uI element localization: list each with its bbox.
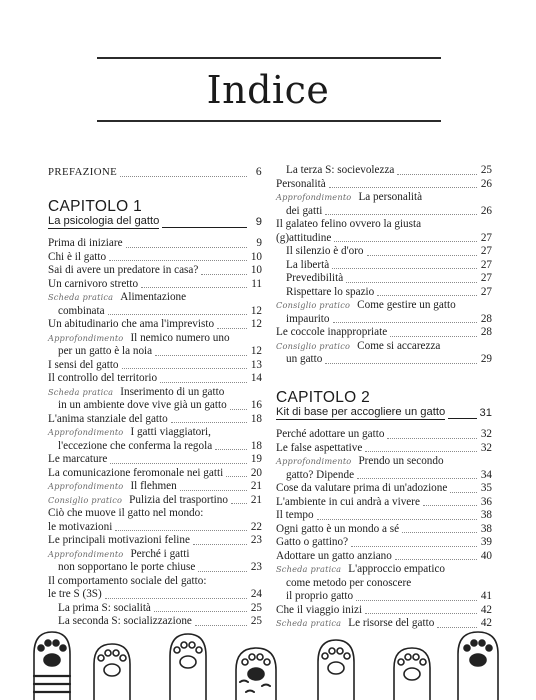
entry-text — [48, 480, 177, 494]
entry-title-continued: non sopportano le porte chiuse — [58, 561, 196, 573]
dot-leader — [171, 422, 247, 423]
dot-leader — [325, 214, 477, 215]
page-number: 6 — [255, 166, 262, 178]
entry-title-continued: come metodo per conoscere — [286, 576, 412, 589]
page-number: 12 — [250, 318, 262, 330]
toc-entry — [48, 480, 262, 494]
entry-title-continued: le motivazioni — [48, 520, 113, 533]
entry-text — [48, 318, 214, 332]
entry-text — [48, 237, 123, 251]
entry-tag: Approfondimento — [48, 427, 124, 437]
entry-text — [48, 467, 223, 481]
toc-entry — [48, 291, 262, 318]
toc-entry — [276, 191, 492, 218]
page-number: 29 — [480, 353, 492, 365]
cat-paw-icon — [458, 632, 498, 700]
cat-paw-icon — [236, 648, 276, 700]
entry-text — [48, 332, 230, 346]
entry-title-continued: un gatto — [286, 353, 323, 365]
entry-text — [48, 575, 206, 589]
toc-entry — [276, 482, 492, 496]
page-number: 26 — [480, 204, 492, 217]
entry-title: Sai di avere un predatore in casa? — [48, 264, 199, 276]
toc-entry — [276, 326, 492, 340]
entry-title: Gatto o gattino? — [276, 536, 349, 548]
dot-leader — [231, 503, 247, 504]
dot-leader — [325, 363, 477, 364]
toc-entry — [48, 264, 262, 278]
cat-paws-illustration — [0, 620, 536, 700]
page-number: 28 — [480, 326, 492, 338]
entry-title-continued: il proprio gatto — [286, 590, 354, 602]
dot-leader — [334, 241, 477, 242]
page-number: 42 — [480, 603, 492, 616]
toc-entry — [48, 467, 262, 481]
dot-leader — [109, 260, 247, 261]
page-number: 11 — [251, 277, 262, 290]
entry-text — [58, 602, 151, 616]
entry-title: La personalità — [358, 191, 423, 203]
entry-title: Prima di iniziare — [48, 237, 123, 249]
toc-entry — [276, 509, 492, 523]
dot-leader — [377, 295, 477, 296]
toc-entry — [276, 442, 492, 456]
entry-title: Le marcature — [48, 453, 108, 465]
entry-text — [276, 482, 447, 496]
page-number: 25 — [250, 601, 262, 614]
toc-entry — [276, 218, 492, 245]
entry-text — [276, 326, 387, 340]
entry-text — [276, 536, 348, 550]
entry-tag: Consiglio pratico — [276, 300, 351, 310]
entry-text — [48, 426, 211, 440]
toc-spacer — [276, 420, 492, 428]
toc-entry — [48, 575, 262, 602]
dot-leader — [365, 613, 477, 614]
entry-title-continued: combinata — [58, 304, 105, 317]
toc-entry — [48, 318, 262, 332]
page-number: 10 — [250, 264, 262, 276]
entry-text — [48, 507, 203, 521]
cat-paw-icon — [34, 632, 70, 700]
toc-entry — [48, 332, 262, 359]
entry-text — [48, 264, 198, 278]
entry-text — [48, 372, 157, 386]
dot-leader — [387, 438, 477, 439]
entry-title: Le coccole inappropriate — [276, 326, 388, 338]
entry-title: Cose da valutare prima di un'adozione — [276, 482, 448, 494]
dot-leader — [155, 355, 247, 356]
page-number: 40 — [480, 549, 492, 562]
page-number: 39 — [480, 536, 492, 548]
page-number: 27 — [480, 272, 492, 284]
entry-title: Pulizia del trasportino — [129, 493, 228, 506]
dot-leader — [367, 255, 477, 256]
dot-leader — [395, 559, 477, 560]
entry-text — [276, 496, 420, 510]
page-number: 20 — [250, 466, 262, 479]
toc-entry — [48, 251, 262, 265]
entry-text — [276, 550, 392, 564]
dot-leader — [346, 282, 477, 283]
toc-entry — [48, 278, 262, 292]
toc-entry — [276, 340, 492, 367]
entry-title: Le principali motivazioni feline — [48, 534, 190, 546]
toc-entry — [276, 259, 492, 273]
page-number: 38 — [480, 509, 492, 521]
entry-text — [276, 406, 445, 421]
entry-title: La terza S: socievolezza — [286, 164, 395, 176]
dot-leader — [390, 336, 477, 337]
page-number: 25 — [250, 615, 262, 627]
entry-title: I gatti viaggiatori, — [130, 426, 211, 438]
entry-title: Chi è il gatto — [48, 250, 107, 263]
dot-leader — [108, 314, 247, 315]
toc-entry — [276, 550, 492, 564]
page-number: 26 — [480, 177, 492, 190]
entry-text — [276, 428, 384, 442]
entry-text — [48, 453, 107, 467]
entry-title: L'approccio empatico — [348, 563, 446, 575]
page-number: 9 — [256, 237, 262, 249]
page-number: 32 — [480, 428, 492, 440]
entry-text — [48, 359, 119, 373]
entry-title: Perché i gatti — [130, 547, 190, 560]
toc-entry — [48, 507, 262, 534]
dot-leader — [217, 328, 247, 329]
entry-title: La prima S: socialità — [58, 601, 151, 614]
toc-right-column — [276, 164, 492, 631]
entry-title: Inserimento di un gatto — [120, 385, 225, 398]
page-number: 38 — [480, 522, 492, 535]
entry-text — [286, 245, 364, 259]
page-number: 18 — [250, 412, 262, 425]
entry-text — [276, 299, 456, 313]
toc-entry — [48, 413, 262, 427]
toc-entry — [276, 164, 492, 178]
toc-left-column — [48, 164, 262, 629]
entry-tag: Scheda pratica — [48, 386, 114, 397]
page-number: 13 — [250, 358, 262, 371]
entry-title: La comunicazione feromonale nei gatti — [48, 466, 224, 479]
toc-entry — [276, 536, 492, 550]
dot-leader — [329, 187, 477, 188]
entry-title: Ogni gatto è un mondo a sé — [276, 522, 400, 535]
dot-leader — [154, 611, 247, 612]
entry-title: La seconda S: socializzazione — [58, 615, 192, 627]
entry-text — [276, 455, 444, 469]
entry-title: Prendo un secondo — [358, 455, 444, 467]
toc-entry — [276, 428, 492, 442]
entry-tag: Scheda pratica — [276, 618, 342, 628]
entry-title: Adottare un gatto anziano — [276, 549, 392, 562]
entry-title: Come gestire un gatto — [357, 299, 456, 311]
entry-text — [276, 191, 422, 205]
entry-title-continued: in un ambiente dove vive già un gatto — [58, 399, 227, 411]
dot-leader — [351, 546, 477, 547]
entry-title: La psicologia del gatto — [48, 214, 160, 227]
page-number: 21 — [250, 493, 262, 506]
dot-leader — [230, 409, 247, 410]
entry-text — [48, 413, 168, 427]
entry-title: L'anima stanziale del gatto — [48, 412, 168, 425]
chapter-title-entry — [276, 406, 492, 421]
entry-title: Che il viaggio inizi — [276, 603, 363, 616]
entry-text — [276, 604, 362, 618]
dot-leader — [397, 174, 477, 175]
entry-text — [48, 278, 138, 292]
title-bottom-rule — [97, 120, 441, 122]
dot-leader — [215, 449, 247, 450]
toc-entry — [48, 494, 262, 508]
entry-tag: Approfondimento — [276, 456, 352, 466]
entry-text — [48, 534, 190, 548]
entry-text — [276, 509, 314, 523]
entry-text — [276, 442, 362, 456]
page-number: 25 — [480, 164, 492, 176]
page-number: 27 — [480, 231, 492, 244]
toc-entry — [48, 453, 262, 467]
entry-text — [276, 340, 440, 354]
toc-entry — [48, 237, 262, 251]
toc-entry — [276, 178, 492, 192]
entry-text — [276, 178, 326, 192]
preface-entry — [48, 166, 262, 180]
page-number: 27 — [480, 245, 492, 257]
dot-leader — [201, 274, 247, 275]
entry-title-continued: impaurito — [286, 312, 330, 325]
dot-leader — [226, 476, 247, 477]
entry-title: L'ambiente in cui andrà a vivere — [276, 495, 420, 508]
page-number: 36 — [480, 495, 492, 508]
dot-leader — [450, 492, 477, 493]
toc-entry — [48, 372, 262, 386]
toc-entry — [276, 563, 492, 604]
dot-leader — [356, 600, 477, 601]
entry-tag: Approfondimento — [48, 481, 124, 491]
dot-leader — [357, 478, 477, 479]
dot-leader — [333, 322, 478, 323]
entry-title-continued: le tre S (3S) — [48, 588, 102, 600]
dot-leader — [448, 418, 476, 419]
toc-spacer — [48, 229, 262, 237]
toc-entry — [276, 286, 492, 300]
entry-text — [48, 251, 106, 265]
page-number: 27 — [480, 285, 492, 298]
entry-text — [48, 291, 186, 305]
toc-entry — [276, 496, 492, 510]
entry-tag: Approfondimento — [276, 192, 352, 202]
entry-title: Come si accarezza — [357, 339, 441, 352]
toc-entry — [276, 455, 492, 482]
toc-entry — [48, 548, 262, 575]
toc-entry — [48, 534, 262, 548]
page-number: 10 — [250, 250, 262, 263]
page-number: 28 — [480, 312, 492, 325]
page-number: 9 — [255, 215, 262, 228]
page-title: Indice — [206, 68, 330, 112]
entry-title-continued: per un gatto è la noia — [58, 345, 153, 357]
page-number: 16 — [250, 399, 262, 411]
toc-entry — [48, 386, 262, 413]
entry-title: Il controllo del territorio — [48, 372, 158, 384]
toc-entry — [48, 426, 262, 453]
entry-title: Il silenzio è d'oro — [286, 245, 364, 257]
page-number: 18 — [250, 439, 262, 452]
entry-text — [48, 215, 159, 230]
entry-title-continued: dei gatti — [286, 204, 323, 217]
page-number: 27 — [480, 258, 492, 271]
dot-leader — [365, 451, 477, 452]
entry-title: PREFAZIONE — [48, 166, 118, 178]
page-number: 21 — [250, 480, 262, 492]
entry-title: Personalità — [276, 177, 326, 190]
dot-leader — [402, 532, 477, 533]
dot-leader — [126, 247, 247, 248]
page-number: 23 — [250, 561, 262, 573]
entry-title: Un carnivoro stretto — [48, 277, 139, 290]
page-number: 19 — [250, 453, 262, 465]
title-top-rule — [97, 57, 441, 59]
entry-title: Perché adottare un gatto — [276, 428, 385, 440]
entry-text — [48, 494, 228, 508]
dot-leader — [120, 176, 247, 177]
chapter-heading: CAPITOLO 2 — [276, 388, 371, 406]
entry-tag: Consiglio pratico — [48, 494, 123, 505]
entry-title: Prevedibilità — [286, 272, 344, 284]
toc-entry — [276, 245, 492, 259]
entry-title: Il comportamento sociale del gatto: — [48, 574, 207, 587]
entry-tag: Consiglio pratico — [276, 340, 351, 351]
entry-title: Le false aspettative — [276, 441, 363, 454]
cat-paw-icon — [318, 640, 354, 700]
dot-leader — [162, 227, 247, 228]
entry-tag: Scheda pratica — [48, 292, 114, 302]
dot-leader — [317, 519, 477, 520]
entry-text — [276, 523, 399, 537]
entry-text — [286, 164, 394, 178]
toc-entry — [48, 602, 262, 616]
dot-leader — [122, 368, 247, 369]
entry-title: Alimentazione — [120, 291, 187, 303]
dot-leader — [332, 268, 477, 269]
dot-leader — [141, 287, 247, 288]
page-number: 34 — [480, 468, 492, 481]
chapter-title-entry — [48, 215, 262, 230]
page-number: 41 — [480, 590, 492, 602]
entry-title-continued: (g)attitudine — [276, 231, 332, 244]
toc-entry — [276, 272, 492, 286]
chapter-heading: CAPITOLO 1 — [48, 197, 143, 215]
page-number: 22 — [250, 520, 262, 533]
page-number: 23 — [250, 534, 262, 546]
entry-title: Un abitudinario che ama l'imprevisto — [48, 318, 215, 330]
entry-tag: Approfondimento — [48, 332, 124, 343]
entry-text — [48, 166, 117, 180]
entry-title: I sensi del gatto — [48, 358, 119, 371]
entry-title: Il flehmen — [130, 480, 177, 492]
dot-leader — [198, 571, 247, 572]
page-number: 12 — [250, 304, 262, 317]
page-number: 35 — [480, 482, 492, 494]
page-number: 24 — [250, 588, 262, 600]
entry-title: Le risorse del gatto — [348, 617, 435, 629]
entry-text — [276, 563, 445, 577]
cat-paw-icon — [94, 644, 130, 700]
entry-tag: Approfondimento — [48, 548, 124, 559]
entry-title: Rispettare lo spazio — [286, 285, 375, 298]
dot-leader — [160, 382, 247, 383]
entry-text — [48, 548, 189, 562]
entry-title-continued: gatto? Dipende — [286, 468, 355, 481]
dot-leader — [110, 463, 247, 464]
entry-title: Il nemico numero uno — [130, 331, 230, 344]
toc-entry — [276, 523, 492, 537]
entry-text — [48, 386, 224, 400]
toc-entry — [276, 299, 492, 326]
cat-paw-icon — [170, 634, 206, 700]
entry-title: Il tempo — [276, 509, 314, 521]
dot-leader — [115, 530, 247, 531]
page-number: 12 — [250, 345, 262, 357]
entry-title: Il galateo felino ovvero la giusta — [276, 218, 422, 230]
entry-title: Kit di base per accogliere un gatto — [276, 405, 446, 418]
dot-leader — [193, 544, 247, 545]
entry-text — [276, 218, 421, 232]
entry-tag: Scheda pratica — [276, 564, 342, 574]
page-number: 42 — [480, 617, 492, 629]
dot-leader — [180, 490, 247, 491]
entry-text — [286, 286, 374, 300]
dot-leader — [105, 598, 247, 599]
toc-entry — [276, 604, 492, 618]
page-number: 32 — [480, 441, 492, 454]
cat-paw-icon — [394, 648, 430, 700]
toc-entry — [48, 359, 262, 373]
entry-title: La libertà — [286, 258, 330, 271]
entry-title: Ciò che muove il gatto nel mondo: — [48, 507, 204, 519]
dot-leader — [423, 505, 477, 506]
entry-text — [286, 272, 343, 286]
page-number: 14 — [250, 372, 262, 384]
page-number: 31 — [479, 406, 492, 419]
entry-text — [286, 259, 329, 273]
entry-title-continued: l'eccezione che conferma la regola — [58, 439, 213, 452]
